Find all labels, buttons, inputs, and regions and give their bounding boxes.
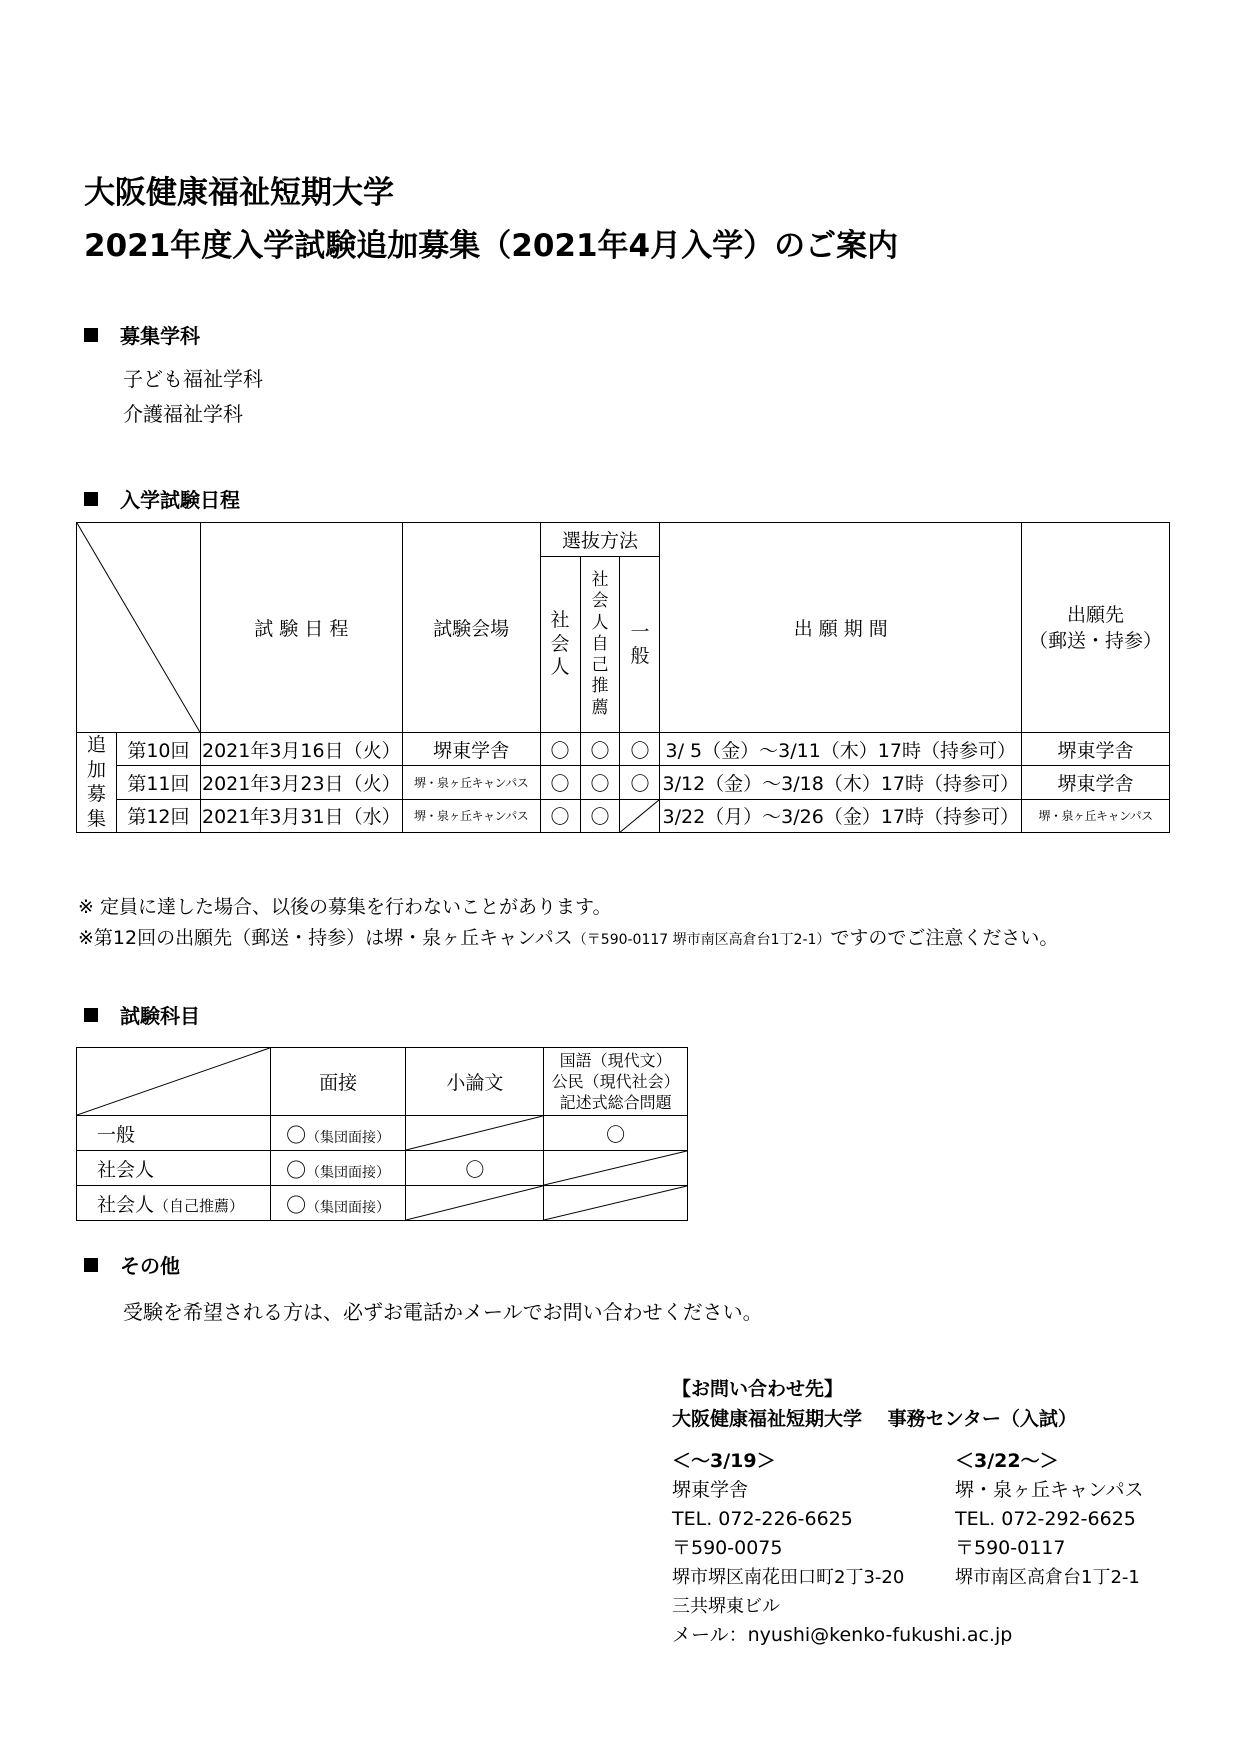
- subjects-table: [76, 1047, 688, 1221]
- contact-right-name: 堺・泉ヶ丘キャンパス: [955, 1479, 1144, 1501]
- contact-left-addr2: 三共堺東ビル: [672, 1596, 780, 1617]
- contact-left-period: ＜～3/19＞: [672, 1450, 776, 1472]
- written-not-applicable-cell: [544, 1151, 688, 1186]
- interview-cell: 〇（集団面接）: [270, 1186, 406, 1221]
- schedule-table: [76, 522, 1170, 833]
- period-cell: 3/22（月）～3/26（金）17時（持参可）: [660, 799, 1022, 832]
- header-period: 出 願 期 間: [660, 523, 1022, 733]
- square-bullet-icon: [84, 492, 98, 506]
- header-written: [544, 1048, 688, 1116]
- date-cell: 2021年3月16日（火）: [200, 733, 402, 766]
- period-cell: 3/12（金）～3/18（木）17時（持参可）: [660, 766, 1022, 799]
- department-item: 子ども福祉学科: [123, 367, 263, 391]
- header-essay: 小論文: [406, 1048, 544, 1116]
- section-departments-heading: 募集学科: [84, 320, 200, 349]
- essay-not-applicable-cell: [406, 1116, 544, 1151]
- department-list: [123, 362, 263, 432]
- destination-cell: 堺・泉ヶ丘キャンパス: [1022, 799, 1170, 832]
- interview-cell: 〇（集団面接）: [270, 1116, 406, 1151]
- method-mark: 〇: [540, 766, 580, 799]
- contact-org: 大阪健康福祉短期大学 事務センター（入試）: [672, 1408, 1077, 1430]
- date-cell: 2021年3月31日（水）: [200, 799, 402, 832]
- contact-mail[interactable]: メール：nyushi@kenko-fukushi.ac.jp: [672, 1624, 1013, 1646]
- header-destination-line1: 出願先: [1067, 603, 1125, 626]
- method-mark: 〇: [580, 799, 620, 832]
- method-not-applicable-cell: [620, 799, 660, 832]
- contact-header: [672, 1374, 1077, 1434]
- table-row: [77, 1186, 688, 1221]
- table-row: [77, 1151, 688, 1186]
- period-cell: 3/ 5（金）～3/11（木）17時（持参可）: [660, 733, 1022, 766]
- table-row: [77, 733, 1170, 766]
- method-mark: 〇: [580, 733, 620, 766]
- header-written-line: 国語（現代文）: [559, 1051, 672, 1070]
- section-schedule-heading: 入学試験日程: [84, 484, 240, 513]
- table-row: [77, 1116, 688, 1151]
- subject-row-label: 社会人（自己推薦）: [77, 1186, 271, 1221]
- table-row: [77, 766, 1170, 799]
- header-method-ippan: 一般: [620, 557, 660, 733]
- method-mark: 〇: [540, 799, 580, 832]
- subject-row-label: 社会人: [77, 1151, 271, 1186]
- subject-row-label: 一般: [77, 1116, 271, 1151]
- venue-cell: 堺・泉ヶ丘キャンパス: [402, 799, 540, 832]
- header-destination-line2: （郵送・持参）: [1029, 629, 1163, 652]
- essay-not-applicable-cell: [406, 1186, 544, 1221]
- contact-right-zip: 〒590-0117: [955, 1537, 1066, 1559]
- header-method-jiko: 社会人自己推薦: [580, 557, 620, 733]
- contact-right-addr1: 堺市南区高倉台1丁2-1: [955, 1567, 1140, 1588]
- other-text: 受験を希望される方は、必ずお電話かメールでお問い合わせください。: [123, 1300, 763, 1324]
- contact-right-tel: TEL. 072-292-6625: [955, 1508, 1136, 1530]
- contact-left-name: 堺東学舎: [672, 1479, 749, 1501]
- square-bullet-icon: [84, 1008, 98, 1022]
- method-mark: 〇: [620, 733, 660, 766]
- header-method-shakaijin: 社会人: [540, 557, 580, 733]
- note-line: ※ 定員に達した場合、以後の募集を行わないことがあります。: [78, 896, 612, 918]
- header-date: 試 験 日 程: [200, 523, 402, 733]
- header-written-line: 公民（現代社会）: [551, 1072, 680, 1091]
- contact-left-tel: TEL. 072-226-6625: [672, 1508, 853, 1530]
- subjects-corner-cell: [77, 1048, 271, 1116]
- header-interview: 面接: [270, 1048, 406, 1116]
- square-bullet-icon: [84, 328, 98, 342]
- page-title-line2: 2021年度入学試験追加募集（2021年4月入学）のご案内: [84, 228, 899, 264]
- method-mark: 〇: [580, 766, 620, 799]
- contact-right: [955, 1447, 1144, 1592]
- method-mark: 〇: [620, 766, 660, 799]
- contact-right-period: ＜3/22～＞: [955, 1450, 1059, 1472]
- header-written-line: 記述式総合問題: [559, 1093, 672, 1112]
- round-cell: 第11回: [116, 766, 200, 799]
- essay-cell: 〇: [406, 1151, 544, 1186]
- contact-left-addr1: 堺市堺区南花田口町2丁3-20: [672, 1567, 905, 1588]
- section-other-heading: その他: [84, 1250, 180, 1279]
- header-destination: [1022, 523, 1170, 733]
- date-cell: 2021年3月23日（火）: [200, 766, 402, 799]
- written-cell: 〇: [544, 1116, 688, 1151]
- round-cell: 第12回: [116, 799, 200, 832]
- square-bullet-icon: [84, 1258, 98, 1272]
- header-venue: 試験会場: [402, 523, 540, 733]
- destination-cell: 堺東学舎: [1022, 766, 1170, 799]
- table-row: [77, 799, 1170, 832]
- note-line: ※第12回の出願先（郵送・持参）は堺・泉ヶ丘キャンパス（〒590-0117 堺市南区高倉台1丁2-1）ですのでご注意ください。: [78, 927, 1059, 949]
- header-method-group: 選抜方法: [540, 523, 660, 557]
- destination-cell: 堺東学舎: [1022, 733, 1170, 766]
- row-group-label: 追加募集: [77, 733, 117, 833]
- page-title-line1: 大阪健康福祉短期大学: [84, 175, 394, 211]
- venue-cell: 堺東学舎: [402, 733, 540, 766]
- contact-left: [672, 1447, 904, 1621]
- written-not-applicable-cell: [544, 1186, 688, 1221]
- contact-left-zip: 〒590-0075: [672, 1537, 783, 1559]
- section-subjects-heading: 試験科目: [84, 1000, 200, 1029]
- interview-cell: 〇（集団面接）: [270, 1151, 406, 1186]
- contact-label: 【お問い合わせ先】: [672, 1378, 844, 1400]
- venue-cell: 堺・泉ヶ丘キャンパス: [402, 766, 540, 799]
- round-cell: 第10回: [116, 733, 200, 766]
- method-mark: 〇: [540, 733, 580, 766]
- department-item: 介護福祉学科: [123, 402, 243, 426]
- schedule-notes: [78, 892, 1198, 956]
- schedule-corner-cell: [77, 523, 201, 733]
